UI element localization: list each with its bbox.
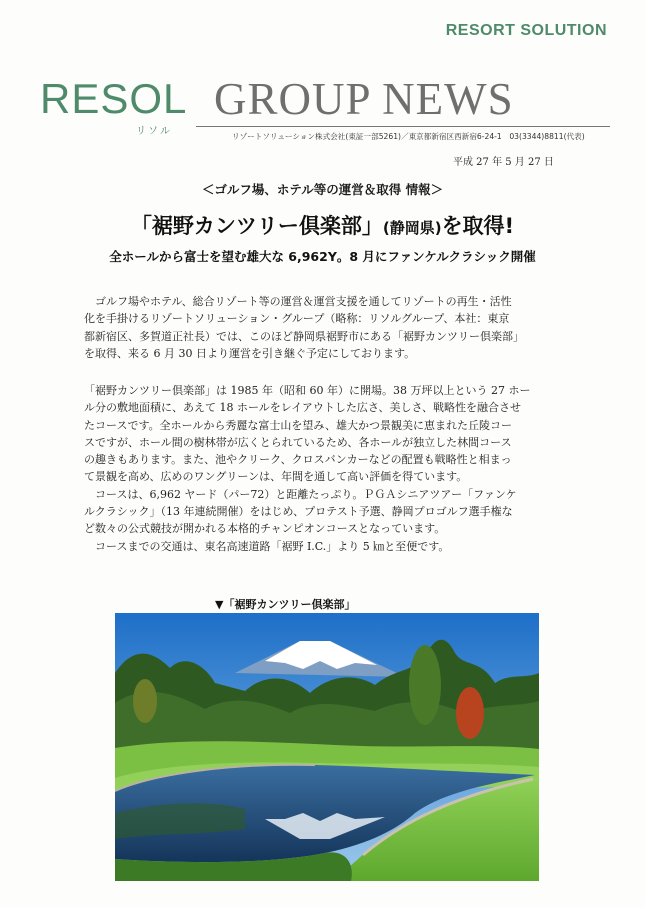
text-line: コースまでの交通は、東名高速道路「裾野 I.C.」より 5 ㎞と至便です。 <box>84 539 450 553</box>
text-line: を取得、来る 6 月 30 日より運営を引き継ぐ予定にしております。 <box>84 346 416 360</box>
text-line: の趣きもあります。また、池やクリーク、クロスバンカーなどの配置も戦略性と相まっ <box>84 453 512 467</box>
headline-main: 「裾野カンツリー倶楽部」 <box>130 214 383 238</box>
logo-kana: リソル <box>136 126 172 137</box>
photo-caption: ▼「裾野カンツリー倶楽部」 <box>215 598 356 611</box>
text-line: ゴルフ場やホテル、総合リゾート等の運営＆運営支援を通してリゾートの再生・活性 <box>84 295 512 308</box>
headline <box>0 210 645 240</box>
text-line: 都新宿区、多賀道正社長）では、このほど静岡県裾野市にある「裾野カンツリー倶楽部」 <box>84 329 524 343</box>
headline-end: を取得! <box>441 214 515 238</box>
resort-solution-label: RESORT SOLUTION <box>445 22 607 39</box>
golf-course-photo <box>115 613 539 881</box>
paragraph-course <box>84 382 578 555</box>
text-line: スですが、ホール間の樹林帯が広くとられているため、各ホールが独立した林間コース <box>84 435 512 449</box>
text-line: 「裾野カンツリー倶楽部」は 1985 年（昭和 60 年）に開場。38 万坪以上という 27 ホー <box>84 384 531 397</box>
text-line: コースは、6,962 ヤード（パー72）と距離たっぷり。ＰＧＡシニアツアー「ファンケ <box>84 487 517 501</box>
category-heading: ＜ゴルフ場、ホテル等の運営＆取得 情報＞ <box>201 182 444 197</box>
text-line: たコースです。全ホールから秀麗な富士山を望み、雄大かつ景観美に恵まれた丘陵コー <box>84 418 513 432</box>
publish-date: 平成 27 年 5 月 27 日 <box>453 157 554 168</box>
text-line: て景観を高め、広めのワングリーンは、年間を通して高い評価を得ています。 <box>84 470 468 484</box>
text-line: ル分の敷地面積に、あえて 18 ホールをレイアウトした広さ、美しさ、戦略性を融合させ <box>84 401 522 415</box>
company-info: リゾートソリューション株式会社(東証一部5261)／東京都新宿区西新宿6-24-1 03(3344)8811(代表) <box>232 132 585 141</box>
logo-text: RESOL <box>40 75 188 122</box>
paragraph-intro <box>84 293 578 362</box>
subheadline: 全ホールから富士を望む雄大な 6,962Y。8 月にファンケルクラシック開催 <box>109 249 536 264</box>
newsletter-title: GROUP NEWS <box>214 74 514 124</box>
text-line: ルクラシック」（13 年連続開催）をはじめ、プロテスト予選、静岡プロゴルフ選手権な <box>84 505 513 519</box>
text-line: ど数々の公式競技が開かれる本格的チャンピオンコースとなっています。 <box>84 522 446 536</box>
text-line: 化を手掛けるリゾートソリューション・グループ（略称：リソルグループ、本社：東京 <box>84 312 510 326</box>
header-divider <box>196 126 610 127</box>
headline-prefecture: (静岡県) <box>382 219 442 237</box>
resol-logo <box>40 76 190 136</box>
